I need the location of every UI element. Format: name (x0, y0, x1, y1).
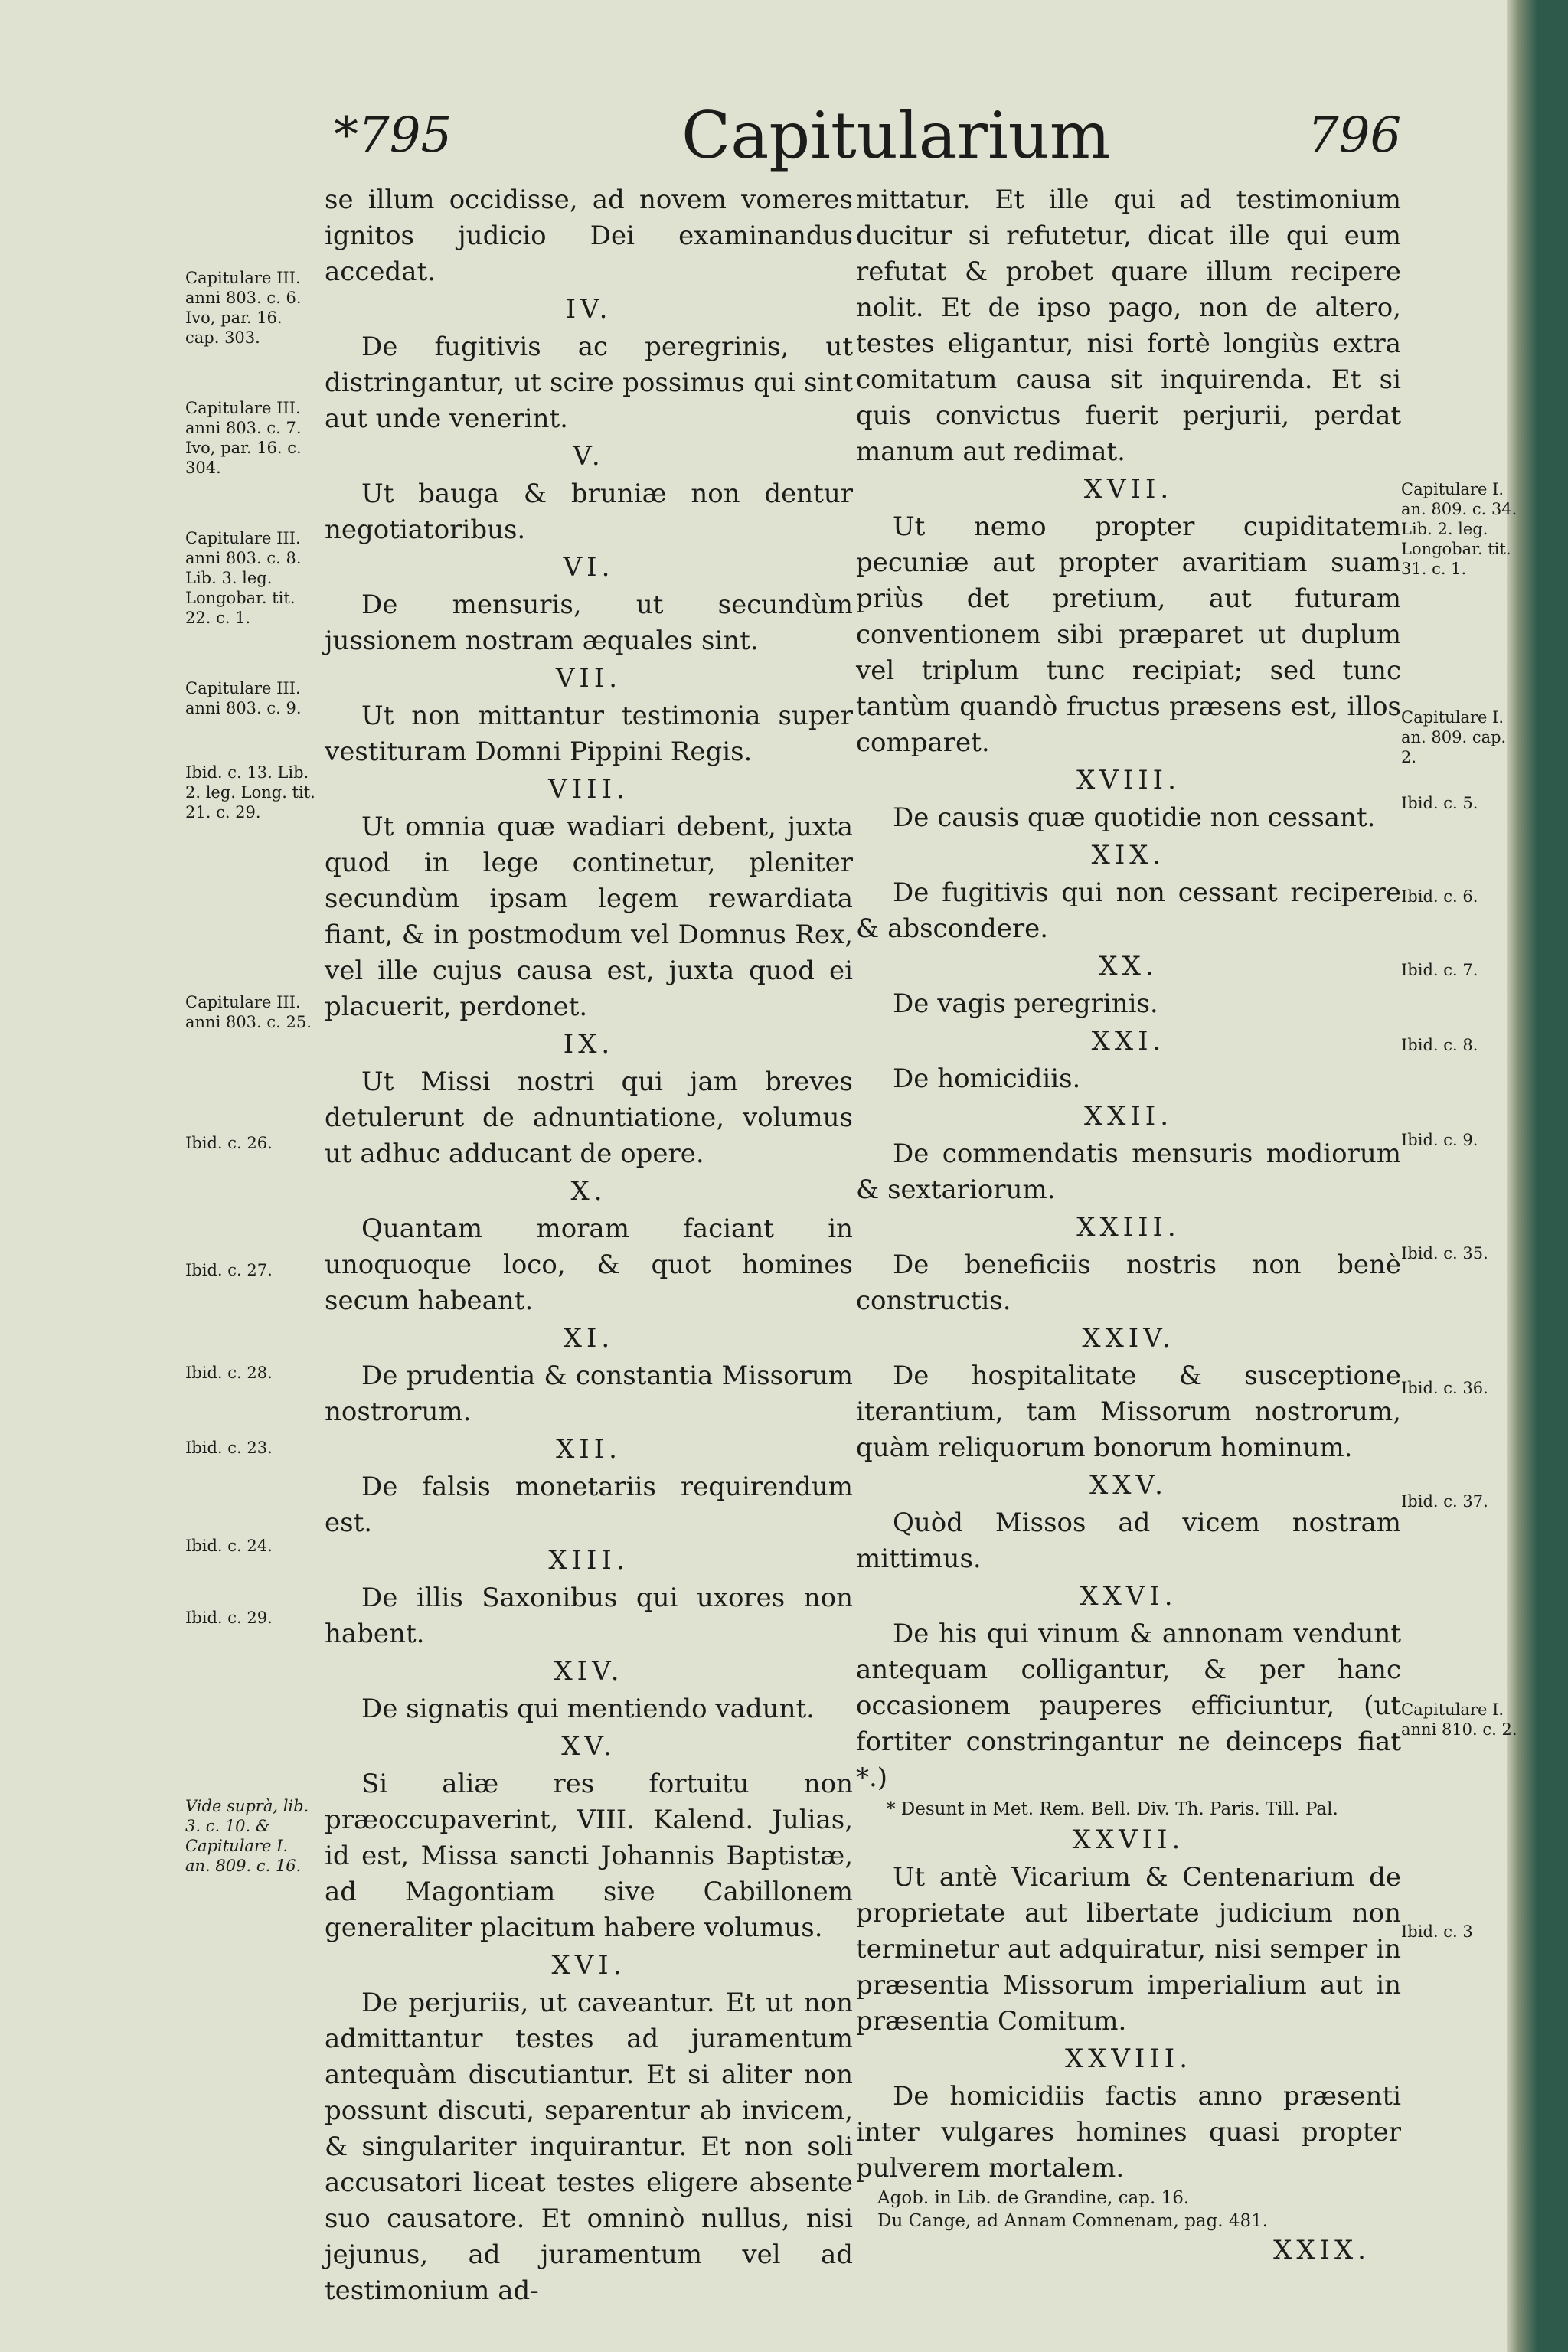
margin-note: Ibid. c. 27. (185, 1261, 273, 1279)
margin-note: Vide suprà, lib. 3. c. 10. & Capitulare I. an. 809. c. 16. (185, 1797, 309, 1875)
section-number: V. (573, 441, 605, 472)
section-text: De homicidiis. (893, 1063, 1081, 1094)
section-number: XXIV. (1082, 1323, 1175, 1354)
section-text: De commendatis mensuris modiorum & sextariorum. (856, 1138, 1401, 1205)
section-number: XXVII. (1072, 1824, 1185, 1855)
margin-note: Capitulare III. anni 803. c. 6. Ivo, par. 16. cap. 303. (185, 269, 302, 347)
margin-note: Capitulare III. anni 803. c. 9. (185, 679, 302, 717)
section-number: IX. (563, 1029, 615, 1060)
section-text: De causis quæ quotidie non cessant. (893, 802, 1376, 833)
section-number: XIX. (1091, 840, 1166, 871)
margin-note: Ibid. c. 36. (1401, 1379, 1488, 1397)
footnote: * Desunt in Met. Rem. Bell. Div. Th. Paris. Till. Pal. (887, 1799, 1338, 1819)
margin-note: Ibid. c. 29. (185, 1609, 273, 1627)
margin-note: Ibid. c. 13. Lib. 2. leg. Long. tit. 21. c. 29. (185, 763, 315, 822)
margin-note: Capitulare III. anni 803. c. 7. Ivo, par. 16. c. 304. (185, 399, 302, 477)
margin-note: Capitulare I. an. 809. c. 34. Lib. 2. leg. Longobar. tit. 31. c. 1. (1401, 480, 1517, 578)
section-number: IV. (565, 294, 612, 325)
footnote: Du Cange, ad Annam Comnenam, pag. 481. (877, 2211, 1269, 2231)
section-text: De hospitalitate & susceptione iterantium, tam Missorum nostrorum, quàm reliquorum bonorum hominum. (856, 1361, 1401, 1463)
section-number: XXI. (1091, 1026, 1166, 1057)
section-text: Quantam moram faciant in unoquoque loco, & quot homines secum habeant. (325, 1214, 853, 1316)
left-column (325, 182, 853, 2309)
section-number: XXV. (1089, 1470, 1168, 1501)
section-number: XV. (561, 1731, 616, 1762)
left-page-number: *795 (334, 107, 452, 164)
section-number: XXII. (1083, 1101, 1174, 1132)
left-continuation: se illum occidisse, ad novem vomeres ignitos judicio Dei examinandus accedat. (325, 185, 853, 287)
section-number: XVIII. (1076, 765, 1181, 795)
margin-note: Ibid. c. 35. (1401, 1244, 1488, 1263)
section-number: XXIII. (1076, 1212, 1181, 1243)
section-number: VIII. (548, 774, 629, 805)
section-number: XI. (563, 1323, 615, 1354)
section-text: De fugitivis ac peregrinis, ut distringantur, ut scire possimus qui sint aut unde venerint. (325, 332, 853, 434)
section-text: De prudentia & constantia Missorum nostrorum. (325, 1361, 853, 1427)
margin-note: Ibid. c. 26. (185, 1134, 273, 1152)
section-text: De falsis monetariis requirendum est. (325, 1472, 853, 1538)
margin-note: Capitulare III. anni 803. c. 8. Lib. 3. leg. Longobar. tit. 22. c. 1. (185, 529, 302, 627)
section-number: XIII. (548, 1545, 629, 1576)
section-text: De mensuris, ut secundùm jussionem nostram æquales sint. (325, 590, 853, 656)
section-number: VI. (563, 552, 615, 583)
section-text: De perjuriis, ut caveantur. Et ut non admittantur testes ad juramentum antequàm discutiantur. Et si aliter non possunt discuti, separentur ab invicem, & singulariter inquirantur. Et non soli accusatori liceat testes eligere absente suo causatore. Et omninò nullus, nisi jejunus, ad juramentum vel ad testimonium ad- (325, 1988, 853, 2306)
section-text: De his qui vinum & annonam vendunt antequam colligantur, & per hanc occasionem pauperes efficiuntur, (ut fortiter constringantur ne deinceps fiat *.) (856, 1619, 1401, 1793)
section-number: XII. (556, 1434, 622, 1465)
running-title: Capitularium (681, 98, 1111, 173)
margin-note: Capitulare I. anni 810. c. 2. (1401, 1700, 1517, 1739)
section-number: VII. (555, 663, 622, 694)
section-text: De homicidiis factis anno præsenti inter vulgares homines quasi propter pulverem mortalem. (856, 2081, 1401, 2184)
section-number: XVI. (551, 1950, 626, 1981)
margin-note: Ibid. c. 23. (185, 1439, 273, 1457)
section-text: Ut nemo propter cupiditatem pecuniæ aut propter avaritiam suam priùs det pretium, aut futuram conventionem sibi præparet ut duplum vel triplum tunc recipiat; sed tunc tantùm quandò fructus præsens est, illos comparet. (856, 511, 1401, 758)
section-text: De beneficiis nostris non benè constructis. (856, 1250, 1401, 1316)
section-text: De fugitivis qui non cessant recipere & abscondere. (856, 877, 1401, 944)
margin-note: Ibid. c. 7. (1401, 961, 1478, 979)
margin-note: Ibid. c. 6. (1401, 887, 1478, 906)
margin-note: Capitulare I. an. 809. cap. 2. (1401, 708, 1507, 766)
section-text: De illis Saxonibus qui uxores non habent. (325, 1583, 853, 1649)
margin-note: Ibid. c. 24. (185, 1537, 273, 1555)
margin-note: Ibid. c. 8. (1401, 1036, 1478, 1054)
right-column (856, 182, 1401, 2269)
section-number: XX. (1099, 951, 1158, 982)
section-number: XXVIII. (1064, 2043, 1193, 2074)
margin-note: Capitulare III. anni 803. c. 25. (185, 993, 312, 1031)
catchword: XXIX. (1273, 2235, 1370, 2265)
section-text: Ut antè Vicarium & Centenarium de proprietate aut libertate judicium non terminetur aut adquiratur, nisi semper in præsentia Missorum imperialium aut in præsentia Comitum. (856, 1862, 1401, 2037)
page-edge (1507, 0, 1537, 2352)
section-text: De signatis qui mentiendo vadunt. (361, 1694, 815, 1724)
section-text: Quòd Missos ad vicem nostram mittimus. (856, 1508, 1401, 1574)
section-text: Ut bauga & bruniæ non dentur negotiatoribus. (325, 479, 853, 545)
margin-note: Ibid. c. 9. (1401, 1131, 1478, 1149)
section-text: Si aliæ res fortuitu non præoccupaverint, VIII. Kalend. Julias, id est, Missa sancti Johannis Baptistæ, ad Magontiam sive Cabillonem generaliter placitum habere volumus. (325, 1769, 853, 1943)
margin-note: Ibid. c. 37. (1401, 1492, 1488, 1511)
section-text: Ut non mittantur testimonia super vestituram Domni Pippini Regis. (325, 701, 853, 767)
section-number: X. (570, 1176, 607, 1207)
footnote: Agob. in Lib. de Grandine, cap. 16. (877, 2188, 1190, 2208)
section-text: Ut Missi nostri qui jam breves detulerunt de adnuntiatione, volumus ut adhuc adducant de opere. (325, 1067, 853, 1169)
section-text: De vagis peregrinis. (893, 988, 1158, 1019)
section-number: XVII. (1083, 474, 1174, 505)
section-number: XXVI. (1080, 1581, 1178, 1612)
right-page-number: 796 (1308, 107, 1402, 164)
right-continuation: mittatur. Et ille qui ad testimonium ducitur si refutetur, dicat ille qui eum refutat & probet quare illum recipere nolit. Et de ipso pago, non de altero, testes eligantur, nisi fortè longiùs extra comitatum causa sit inquirenda. Et si quis convictus fuerit perjurii, perdat manum aut redimat. (856, 185, 1401, 467)
margin-note: Ibid. c. 3 (1401, 1922, 1473, 1941)
margin-note: Ibid. c. 28. (185, 1364, 273, 1382)
section-text: Ut omnia quæ wadiari debent, juxta quod in lege continetur, pleniter secundùm ipsam legem rewardiata fiant, & in postmodum vel Domnus Rex, vel ille cujus causa est, juxta quod ei placuerit, perdonet. (325, 812, 853, 1022)
section-number: XIV. (554, 1656, 624, 1687)
margin-note: Ibid. c. 5. (1401, 794, 1478, 812)
